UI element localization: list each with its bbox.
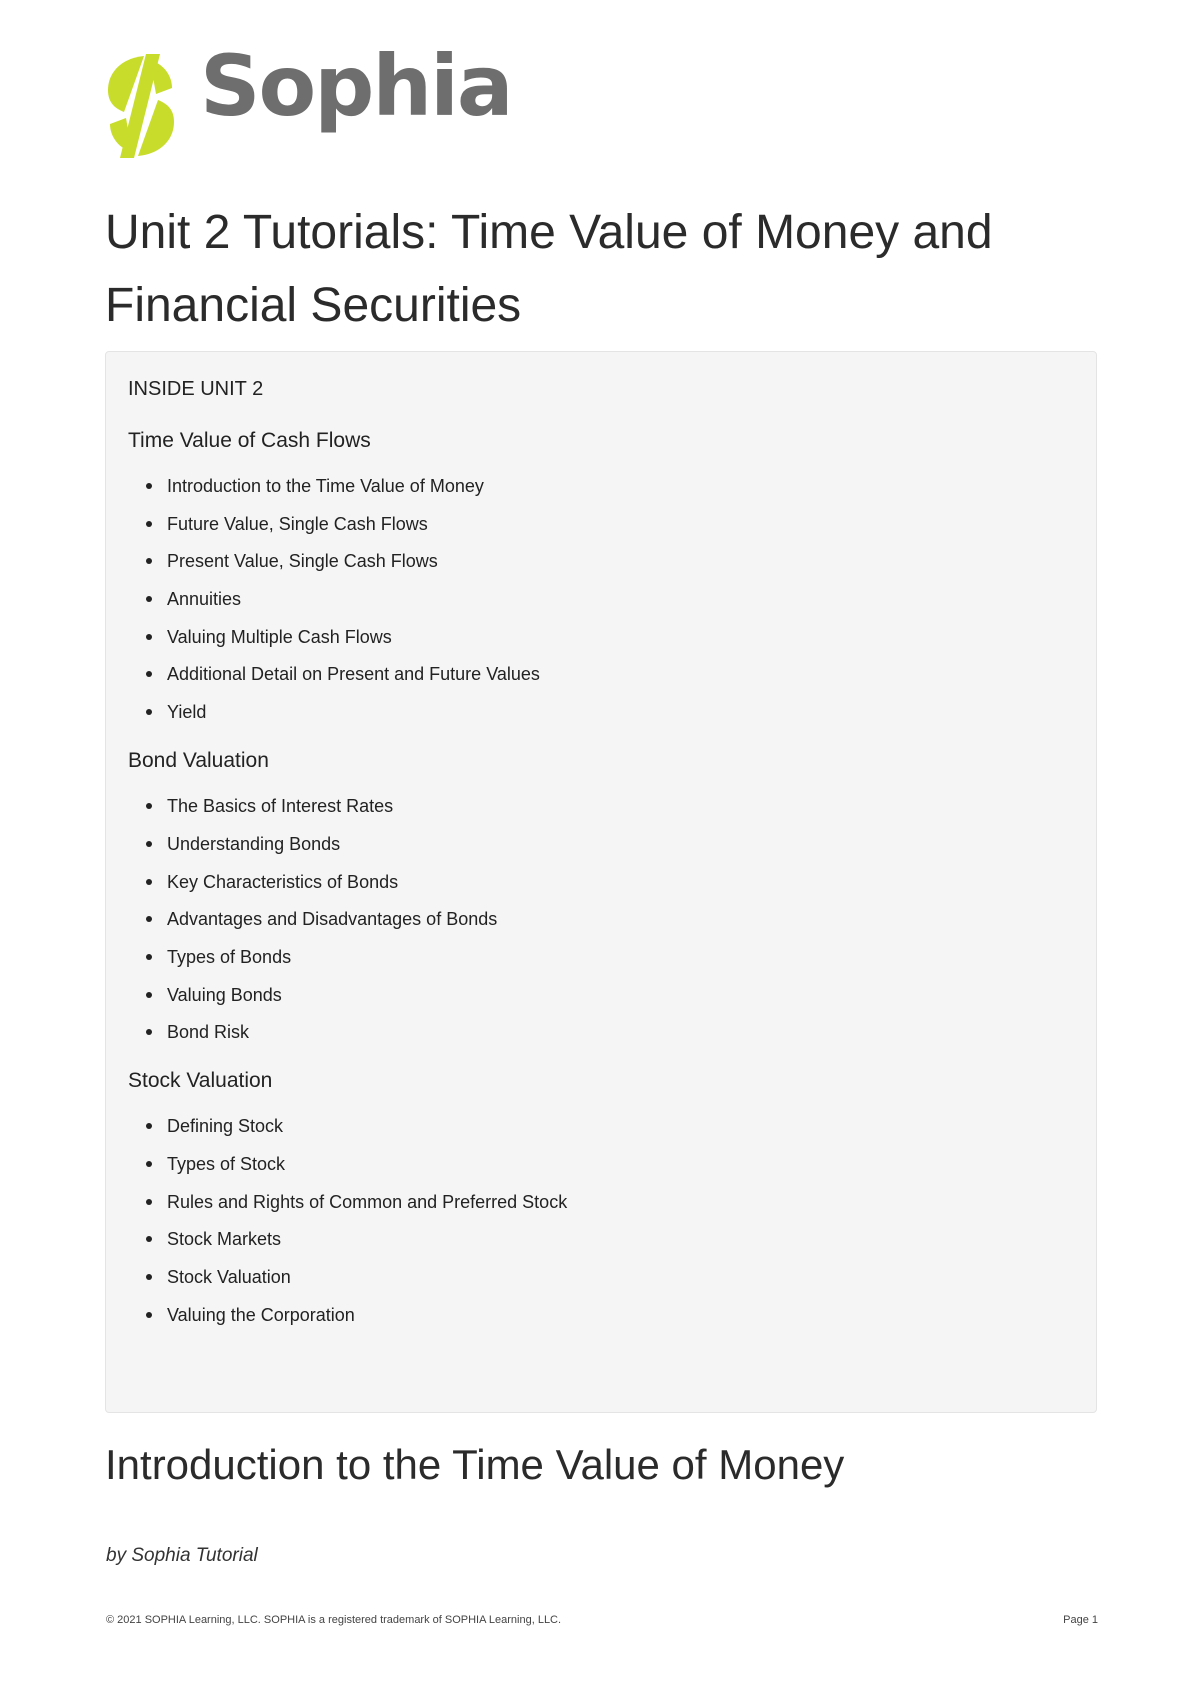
unit-contents-box [105, 351, 1097, 1413]
bullet-icon [146, 521, 152, 527]
toc-item-label: Understanding Bonds [167, 833, 341, 854]
toc-item-label: Rules and Rights of Common and Preferred Stock [167, 1191, 568, 1212]
toc-list-item [146, 549, 1074, 573]
toc-sections [128, 426, 1074, 1327]
toc-list-item [146, 662, 1074, 686]
toc-list-item [146, 794, 1074, 818]
toc-item-label: Yield [167, 702, 207, 723]
toc-list-item [146, 625, 1074, 649]
toc-item-label: Bond Risk [167, 1022, 250, 1043]
toc-item-label: Valuing the Corporation [167, 1304, 355, 1325]
bullet-icon [146, 483, 152, 489]
bullet-icon [146, 709, 152, 715]
toc-list-item [146, 832, 1074, 856]
toc-item-label: Types of Stock [167, 1153, 286, 1174]
toc-item-label: Stock Valuation [167, 1267, 291, 1287]
bullet-icon [146, 992, 152, 998]
toc-item-label: Valuing Multiple Cash Flows [167, 626, 392, 647]
sophia-wordmark: Sophia [200, 37, 512, 135]
bullet-icon [146, 954, 152, 960]
toc-heading: INSIDE UNIT 2 [128, 378, 264, 400]
toc-list-item [146, 512, 1074, 536]
toc-list-item [146, 587, 1074, 611]
toc-list-item [146, 474, 1074, 498]
toc-item-label: Key Characteristics of Bonds [167, 871, 399, 892]
toc-list-item [146, 907, 1074, 931]
bullet-icon [146, 1029, 152, 1035]
toc-list-item [146, 1303, 1074, 1327]
toc-section-list [128, 474, 1074, 724]
bullet-icon [146, 1236, 152, 1242]
footer-page-number: Page 1 [1063, 1614, 1098, 1626]
toc-list-item [146, 1227, 1074, 1251]
toc-section-list [128, 794, 1074, 1044]
toc-list-item [146, 1190, 1074, 1214]
bullet-icon [146, 671, 152, 677]
toc-list-item [146, 1114, 1074, 1138]
footer-copyright: © 2021 SOPHIA Learning, LLC. SOPHIA is a registered trademark of SOPHIA Learning, LLC. [106, 1614, 562, 1626]
bullet-icon [146, 1161, 152, 1167]
toc-item-label: Annuities [167, 589, 242, 610]
bullet-icon [146, 558, 152, 564]
bullet-icon [146, 1274, 152, 1280]
toc-item-label: Introduction to the Time Value of Money [167, 476, 484, 496]
bullet-icon [146, 1199, 152, 1205]
toc-item-label: Future Value, Single Cash Flows [167, 513, 428, 534]
toc-list-item [146, 1265, 1074, 1289]
toc-item-label: Types of Bonds [167, 946, 292, 967]
toc-section-title: Stock Valuation [128, 1069, 273, 1093]
toc-list-item [146, 870, 1074, 894]
toc-section-list [128, 1114, 1074, 1326]
sophia-logo-mark-icon [104, 54, 178, 158]
bullet-icon [146, 1123, 152, 1129]
toc-item-label: Valuing Bonds [167, 984, 282, 1005]
toc-section-title: Bond Valuation [128, 749, 269, 773]
bullet-icon [146, 916, 152, 922]
bullet-icon [146, 879, 152, 885]
sophia-logo [104, 37, 524, 160]
toc-list-item [146, 983, 1074, 1007]
toc-list-item [146, 1152, 1074, 1176]
toc-list-item [146, 945, 1074, 969]
toc-item-label: Stock Markets [167, 1229, 282, 1250]
bullet-icon [146, 803, 152, 809]
toc-list-item [146, 700, 1074, 724]
toc-list-item [146, 1020, 1074, 1044]
toc-item-label: Present Value, Single Cash Flows [167, 551, 438, 572]
tutorial-title: Introduction to the Time Value of Money [105, 1441, 845, 1488]
bullet-icon [146, 841, 152, 847]
toc-item-label: Additional Detail on Present and Future Values [167, 664, 540, 685]
document-title: Unit 2 Tutorials: Time Value of Money and Financial Securities [105, 206, 993, 332]
bullet-icon [146, 634, 152, 640]
bullet-icon [146, 1312, 152, 1318]
toc-section-title: Time Value of Cash Flows [128, 429, 371, 452]
toc-item-label: Advantages and Disadvantages of Bonds [167, 909, 498, 930]
toc-item-label: The Basics of Interest Rates [167, 796, 394, 817]
tutorial-byline: by Sophia Tutorial [106, 1545, 258, 1566]
bullet-icon [146, 596, 152, 602]
toc-item-label: Defining Stock [167, 1116, 284, 1137]
